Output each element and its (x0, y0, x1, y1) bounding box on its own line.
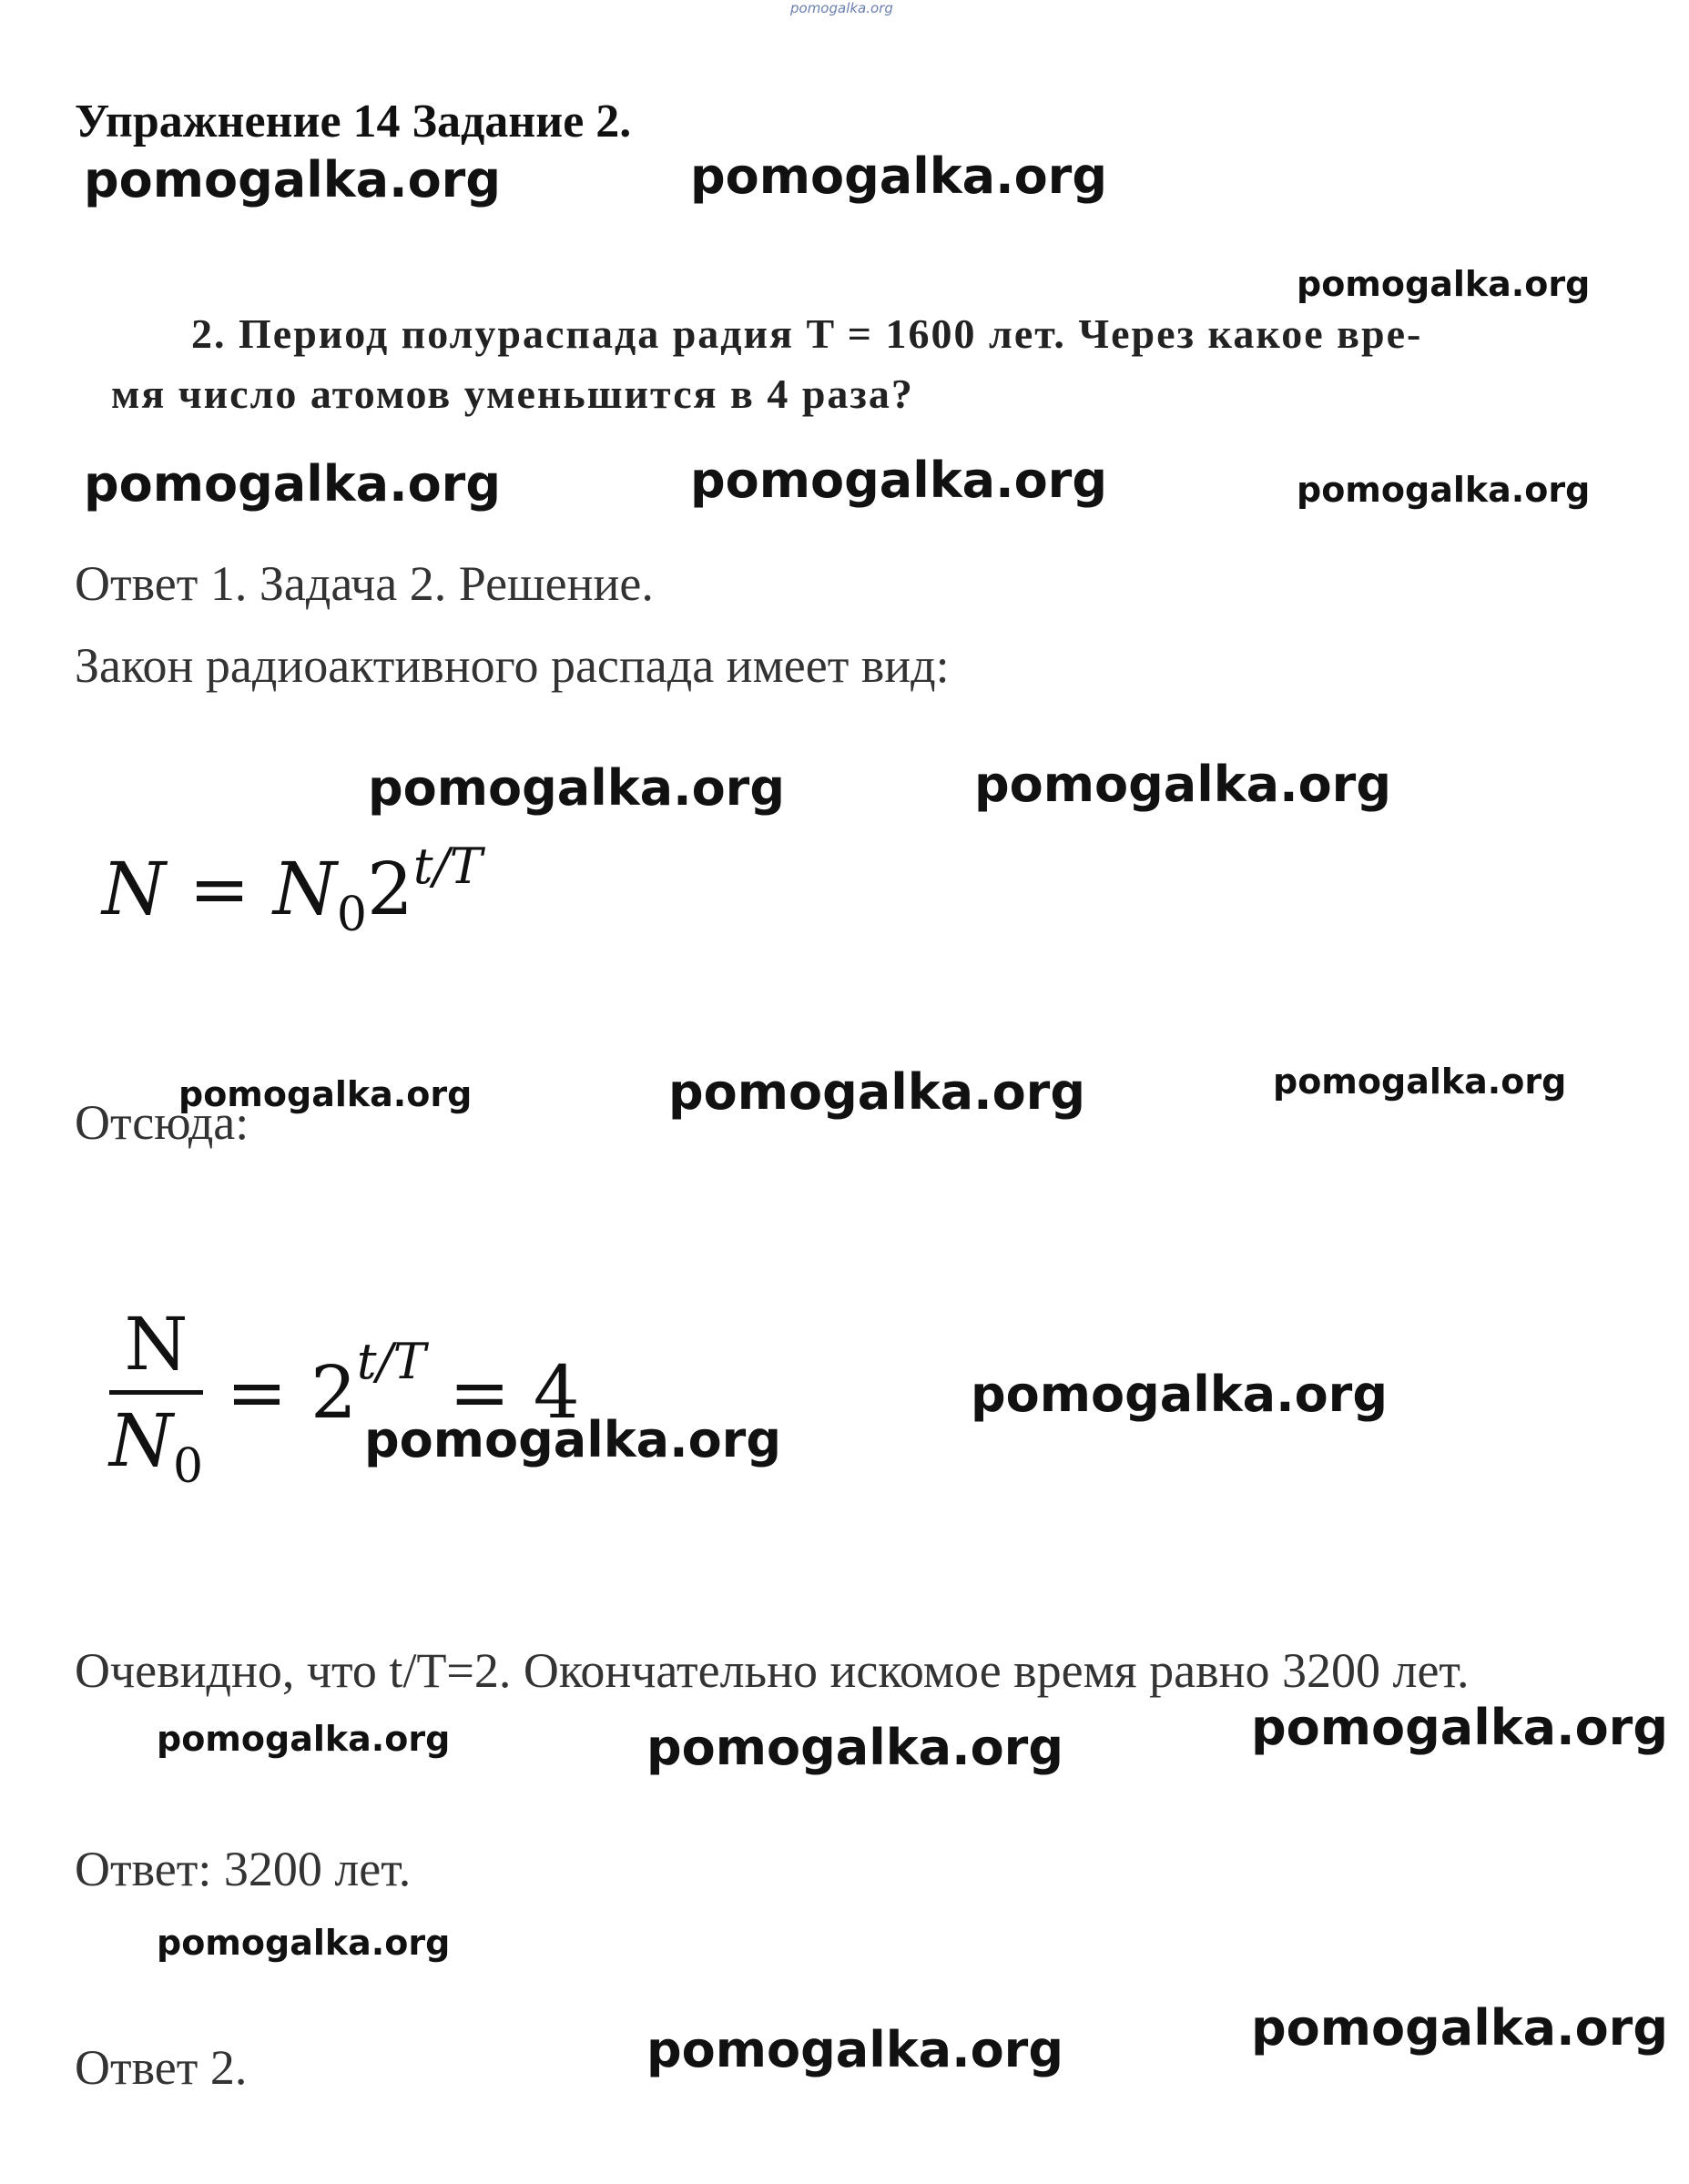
watermark: pomogalka.org (178, 1074, 473, 1114)
formula-n: N (102, 847, 166, 931)
fraction-numerator: N (124, 1302, 188, 1387)
ratio-fraction (109, 1302, 204, 1494)
fraction-denominator: $N_0$ (109, 1398, 204, 1494)
watermark: pomogalka.org (1297, 470, 1591, 510)
decay-law-formula (102, 838, 483, 942)
watermark: pomogalka.org (971, 1366, 1388, 1423)
formula2-exponent: t/T (356, 1333, 426, 1390)
watermark: pomogalka.org (364, 1411, 781, 1468)
watermark: pomogalka.org (1273, 1062, 1567, 1102)
formula-equals: = (188, 847, 250, 931)
watermark: pomogalka.org (1251, 1699, 1668, 1756)
watermark: pomogalka.org (974, 756, 1391, 813)
conclusion: Очевидно, что t/T=2. Окончательно искомое время равно 3200 лет. (75, 1643, 1470, 1698)
answer: Ответ: 3200 лет. (75, 1842, 412, 1896)
formula-n0: N (272, 847, 337, 931)
watermark: pomogalka.org (84, 151, 501, 208)
page-title: Упражнение 14 Задание 2. (75, 96, 632, 147)
watermark: pomogalka.org (668, 1063, 1085, 1121)
problem-line-2: мя число атомов уменьшится в 4 раза? (111, 371, 914, 417)
law-intro: Закон радиоактивного распада имеет вид: (75, 638, 950, 693)
solution-heading: Ответ 1. Задача 2. Решение. (75, 556, 654, 611)
formula2-equals-1: = (226, 1350, 288, 1435)
formula2-base: 2 (310, 1350, 357, 1435)
watermark: pomogalka.org (368, 759, 785, 817)
formula-n0-subscript: 0 (336, 888, 367, 942)
watermark: pomogalka.org (84, 455, 501, 513)
watermark: pomogalka.org (1251, 1999, 1668, 2057)
formula-exponent: t/T (412, 838, 483, 895)
site-mark: pomogalka.org (790, 0, 893, 16)
watermark: pomogalka.org (157, 1719, 451, 1759)
watermark: pomogalka.org (690, 452, 1107, 509)
watermark: pomogalka.org (646, 2021, 1063, 2078)
formula2-result: 4 (533, 1350, 580, 1435)
watermark: pomogalka.org (1297, 264, 1591, 304)
fraction-bar (109, 1390, 203, 1395)
problem-line-1: 2. Период полураспада радия T = 1600 лет. Через какое вре- (191, 310, 1423, 357)
watermark: pomogalka.org (690, 147, 1107, 205)
hence-label: Отсюда: (75, 1095, 249, 1150)
watermark: pomogalka.org (157, 1923, 451, 1963)
watermark: pomogalka.org (646, 1719, 1063, 1776)
answer-2: Ответ 2. (75, 2040, 248, 2095)
formula-base: 2 (367, 847, 413, 931)
formula2-equals-2: = (449, 1350, 511, 1435)
